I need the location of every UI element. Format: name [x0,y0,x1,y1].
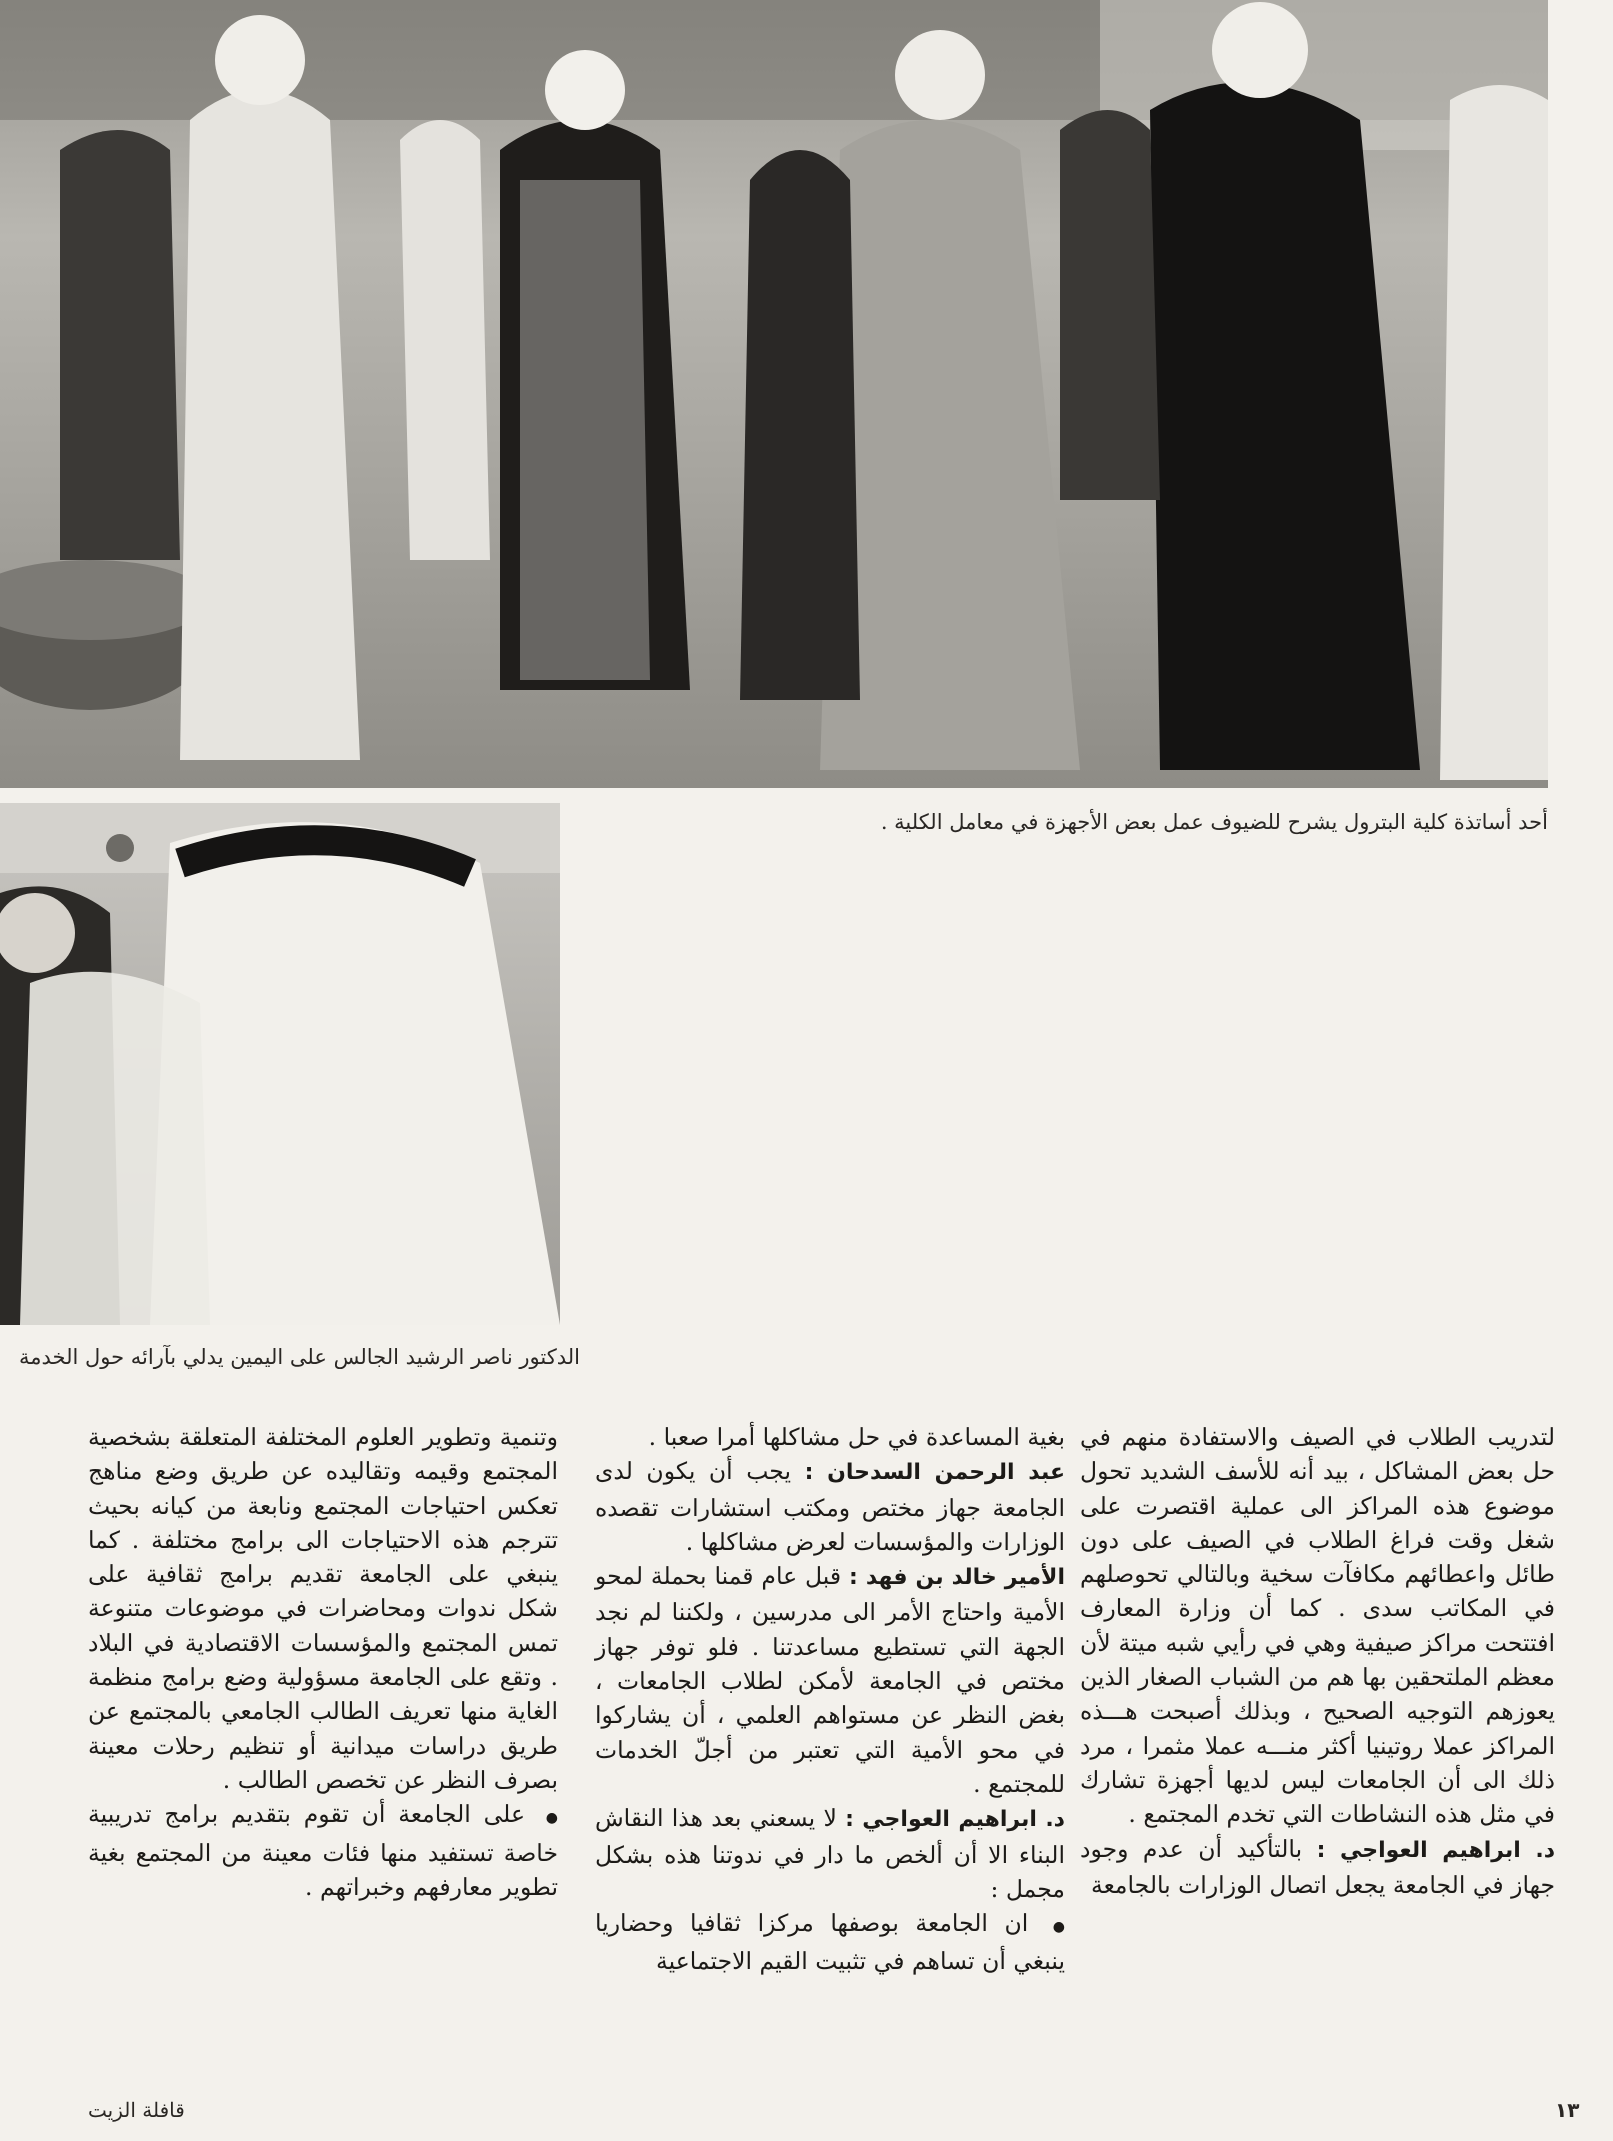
article-column-middle [595,1420,1065,1979]
bullet-icon: ● [545,1810,558,1827]
paragraph [1080,1832,1555,1903]
photo-seated-speaker-figures [0,803,560,1325]
photo-seated-speaker [0,803,560,1325]
article-column-right [1080,1420,1555,1902]
paragraph-text: يجب أن يكون لدى الجامعة جهاز مختص ومكتب استشارات تقصده الوزارات والمؤسسات لعرض مشاكلها . [595,1457,1065,1556]
photo-lab-visit-caption: أحد أساتذة كلية البترول يشرح للضيوف عمل بعض الأجهزة في معامل الكلية . [880,810,1548,834]
paragraph-text: ان الجامعة بوصفها مركزا ثقافيا وحضاريا ينبغي أن تساهم في تثبيت القيم الاجتماعية [595,1909,1065,1976]
paragraph-text: قبل عام قمنا بحملة لمحو الأمية واحتاج الأمر الى مدرسين ، ولكننا لم نجد الجهة التي تستطيع مساعدتنا . فلو توفر جهاز مختص في الجامعة لأمكن لطلاب الجامعات ، بغض النظر عن مستواهم العلمي ، أن يشاركوا في محو الأمية التي تعتبر من أجلّ الخدمات للمجتمع . [595,1562,1065,1798]
magazine-name: قافلة الزيت [88,2098,185,2122]
speaker-name: الأمير خالد بن فهد : [848,1565,1065,1591]
photo-lab-visit-figures [0,0,1548,788]
paragraph: وتنمية وتطوير العلوم المختلفة المتعلقة بشخصية المجتمع وقيمه وتقاليده عن طريق وضع مناهج تعكس احتياجات المجتمع ونابعة من كيانه بحيث تترجم هذه الاحتياجات الى برامج مختلفة . كما ينبغي على الجامعة تقديم برامج ثقافية على شكل ندوات ومحاضرات في موضوعات متنوعة تمس المجتمع والمؤسسات الاقتصادية في البلاد . وتقع على الجامعة مسؤولية وضع برامج منظمة الغاية منها تعريف الطالب الجامعي بالمجتمع عن طريق دراسات ميدانية أو تنظيم رحلات معينة بصرف النظر عن تخصص الطالب . [88,1423,558,1794]
photo-seated-speaker-caption: الدكتور ناصر الرشيد الجالس على اليمين يدلي بآرائه حول الخدمة [19,1345,580,1369]
speaker-name: د. ابراهيم العواجي : [845,1807,1065,1833]
paragraph-text: بالتأكيد أن عدم وجود جهاز في الجامعة يجعل اتصال الوزارات بالجامعة [1080,1834,1555,1899]
paragraph [595,1454,1065,1559]
photo-lab-visit [0,0,1548,788]
paragraph [595,1801,1065,1906]
paragraph-text: لا يسعني بعد هذا النقاش البناء الا أن ألخص ما دار في ندوتنا هذه بشكل مجمل : [595,1804,1065,1903]
speaker-name: د. ابراهيم العواجي : [1316,1837,1555,1863]
article-column-left [88,1420,558,1904]
paragraph [88,1797,558,1904]
paragraph: بغية المساعدة في حل مشاكلها أمرا صعبا . [648,1423,1065,1451]
paragraph: لتدريب الطلاب في الصيف والاستفادة منهم في حل بعض المشاكل ، بيد أنه للأسف الشديد تحول موضوع هذه المراكز الى عملية اقتصرت على شغل وقت فراغ الطلاب في الصيف على دون طائل واعطائهم مكافآت سخية وبالتالي تحوصلهم في المكاتب سدى . كما أن وزارة المعارف افتتحت مراكز صيفية وهي في رأيي شبه ميتة لأن معظم الملتحقين بها هم من الشباب الصغار الذين يعوزهم التوجيه الصحيح ، وبذلك أصبحت هـــذه المراكز عملا روتينيا أكثر منـــه عملا مثمرا ، مرد ذلك الى أن الجامعات ليس لديها أجهزة تشارك في مثل هذه النشاطات التي تخدم المجتمع . [1080,1423,1555,1829]
paragraph [595,1559,1065,1801]
paragraph [595,1906,1065,1979]
bullet-icon: ● [1052,1919,1065,1936]
speaker-name: عبد الرحمن السدحان : [804,1460,1065,1486]
paragraph-text: على الجامعة أن تقوم بتقديم برامج تدريبية خاصة تستفيد منها فئات معينة من المجتمع بغية تطوير معارفهم وخبراتهم . [88,1800,558,1901]
page-number: ١٣ [1555,2098,1580,2122]
